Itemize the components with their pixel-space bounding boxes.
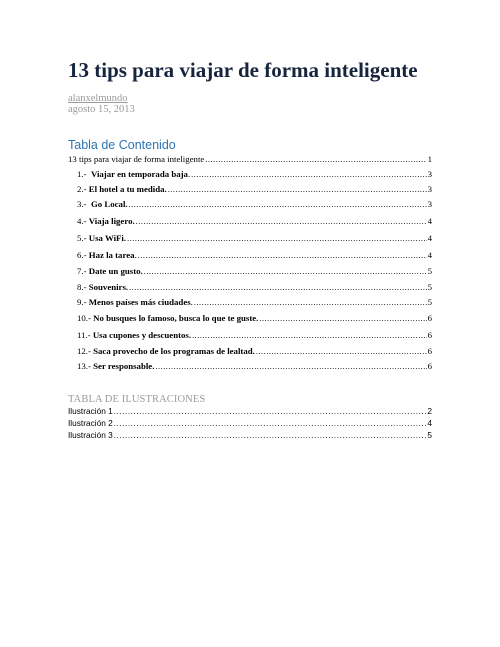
dot-leader — [205, 155, 426, 164]
toc-entry-6[interactable] — [68, 250, 432, 262]
toc-page-number: 6 — [427, 313, 432, 323]
illustration-label: Ilustración 1 — [68, 406, 113, 416]
toc-entry-label: 7.- Date un gusto. — [77, 266, 143, 276]
toc-entry-label: 11.- Usa cupones y descuentos. — [77, 330, 192, 340]
toc-entry-2[interactable] — [68, 184, 432, 196]
dot-leader — [129, 200, 427, 209]
toc-entry-4[interactable] — [68, 216, 432, 228]
toc-entry-12[interactable] — [68, 346, 432, 358]
dot-leader — [259, 314, 426, 323]
publish-date: agosto 15, 2013 — [68, 104, 135, 115]
toc-entry-10[interactable] — [68, 313, 432, 325]
toc-entry-label: 12.- Saca provecho de los programas de lealtad. — [77, 346, 255, 356]
illustration-page-number: 4 — [427, 418, 432, 428]
toc-entry-3[interactable] — [68, 199, 432, 211]
dot-leader — [129, 283, 427, 292]
toc-heading: Tabla de Contenido — [68, 138, 176, 152]
illustration-entry-1[interactable] — [68, 406, 432, 418]
document-title: 13 tips para viajar de forma inteligente — [68, 58, 418, 82]
toc-entry-11[interactable] — [68, 330, 432, 342]
toc-entry-label: 2.- El hotel a tu medida. — [77, 184, 167, 194]
dot-leader — [136, 217, 427, 226]
dot-leader — [114, 407, 427, 416]
toc-entry-title[interactable] — [68, 154, 432, 166]
toc-entry-label: 13.- Ser responsable. — [77, 361, 155, 371]
dot-leader — [192, 331, 427, 340]
dot-leader — [256, 347, 427, 356]
toc-page-number: 5 — [427, 297, 432, 307]
toc-page-number: 4 — [427, 216, 432, 226]
dot-leader — [155, 362, 426, 371]
toc-entry-13[interactable] — [68, 361, 432, 373]
dot-leader — [168, 185, 427, 194]
dot-leader — [114, 419, 427, 428]
toc-entry-label: 5.- Usa WiFi. — [77, 233, 127, 243]
toc-page-number: 6 — [427, 330, 432, 340]
toc-entry-1[interactable] — [68, 169, 432, 181]
illustrations-heading: TABLA DE ILUSTRACIONES — [68, 394, 206, 405]
toc-page-number: 3 — [427, 184, 432, 194]
toc-page-number: 5 — [427, 282, 432, 292]
toc-page-number: 3 — [427, 169, 432, 179]
toc-entry-label: 4.- Viaja ligero. — [77, 216, 135, 226]
toc-entry-8[interactable] — [68, 282, 432, 294]
illustration-page-number: 2 — [427, 406, 432, 416]
toc-page-number: 3 — [427, 199, 432, 209]
toc-entry-9[interactable] — [68, 297, 432, 309]
dot-leader — [191, 170, 426, 179]
author-link[interactable]: alanxelmundo — [68, 93, 128, 104]
toc-page-number: 5 — [427, 266, 432, 276]
toc-entry-5[interactable] — [68, 233, 432, 245]
illustration-entry-2[interactable] — [68, 418, 432, 430]
toc-page-number: 4 — [427, 233, 432, 243]
illustration-label: Ilustración 2 — [68, 418, 113, 428]
toc-entry-label: 1.- Viajar en temporada baja. — [77, 169, 191, 179]
toc-page-number: 6 — [427, 346, 432, 356]
toc-entry-label: 6.- Haz la tarea. — [77, 250, 137, 260]
illustration-page-number: 5 — [427, 430, 432, 440]
dot-leader — [194, 298, 427, 307]
toc-entry-label: 9.- Menos países más ciudades. — [77, 297, 193, 307]
toc-page-number: 6 — [427, 361, 432, 371]
dot-leader — [127, 234, 427, 243]
toc-entry-label: 10.- No busques lo famoso, busca lo que te guste. — [77, 313, 259, 323]
dot-leader — [138, 251, 427, 260]
dot-leader — [114, 431, 427, 440]
illustration-label: Ilustración 3 — [68, 430, 113, 440]
toc-entry-7[interactable] — [68, 266, 432, 278]
toc-page-number: 4 — [427, 250, 432, 260]
illustration-entry-3[interactable] — [68, 430, 432, 442]
dot-leader — [144, 267, 427, 276]
toc-entry-label: 8.- Souvenirs. — [77, 282, 129, 292]
toc-entry-label: 13 tips para viajar de forma inteligente — [68, 154, 205, 164]
toc-entry-label: 3.- Go Local. — [77, 199, 128, 209]
toc-page-number: 1 — [427, 154, 432, 164]
